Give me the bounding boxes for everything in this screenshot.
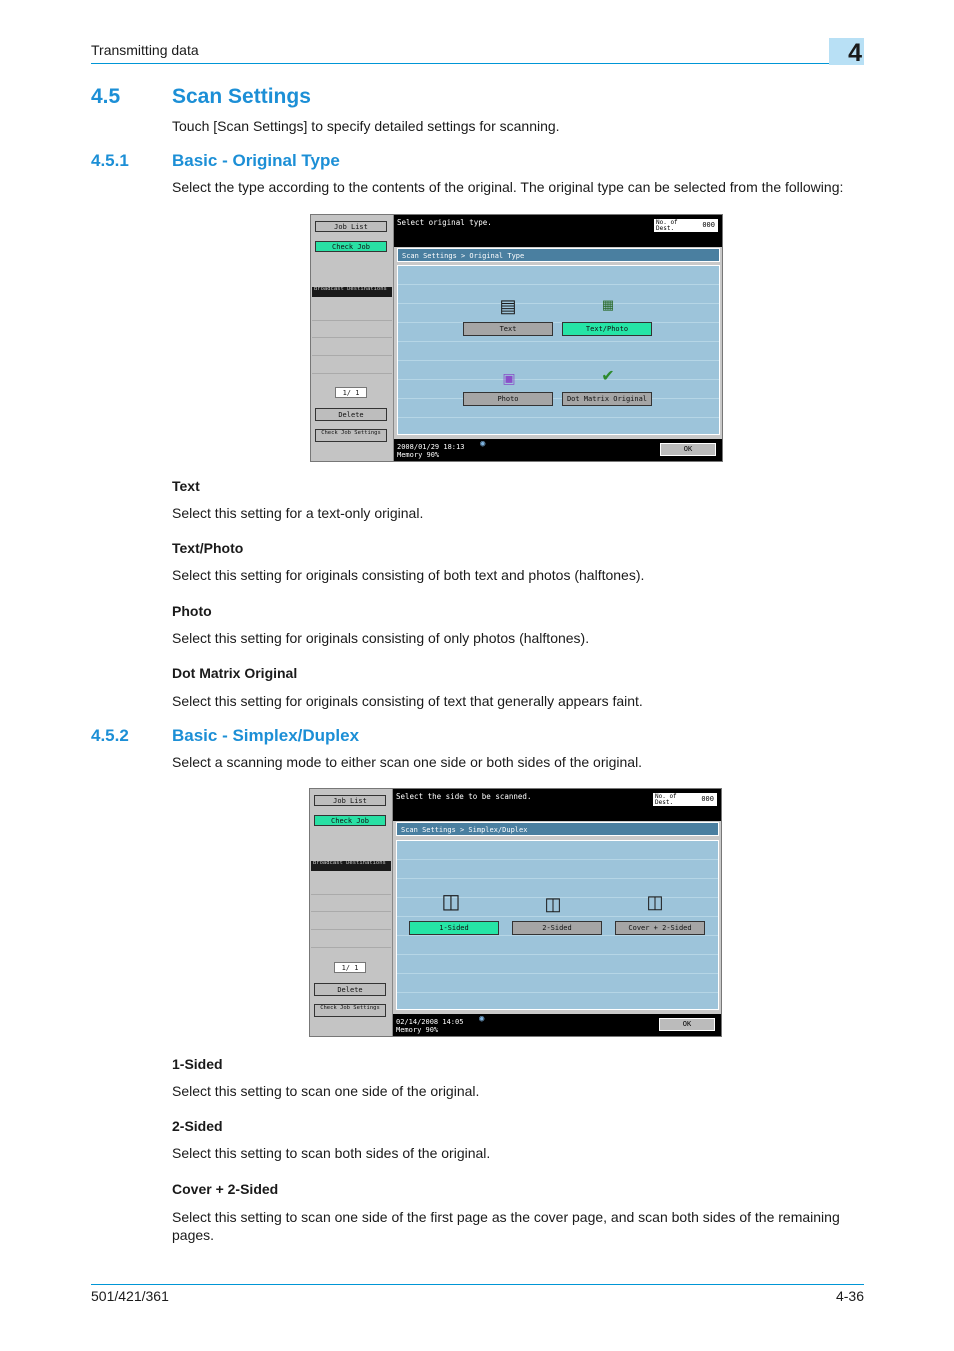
list-row [312, 320, 392, 321]
cover-two-sided-option-button[interactable]: Cover + 2-Sided [615, 921, 705, 935]
dest-label: No. of Dest. [655, 793, 677, 806]
breadcrumb: Scan Settings > Original Type [397, 248, 720, 262]
item-desc: Select this setting for a text-only original. [172, 505, 424, 521]
dest-counter [654, 219, 718, 232]
network-icon: ◉ [480, 439, 486, 449]
one-sided-option-button[interactable]: 1-Sided [409, 921, 499, 935]
dest-counter [653, 793, 717, 806]
list-row [311, 947, 391, 948]
ok-button[interactable]: OK [660, 443, 716, 456]
sub2-number: 4.5.2 [91, 726, 129, 745]
delete-button[interactable]: Delete [314, 983, 386, 996]
sub1-title: Basic - Original Type [172, 151, 340, 170]
cover-two-sided-icon: ◫ [646, 892, 664, 912]
check-job-button[interactable]: Check Job [314, 815, 386, 826]
text-photo-icon: ▦ [601, 297, 615, 312]
photo-option-button[interactable]: Photo [463, 392, 553, 406]
prompt-text: Select original type. [397, 218, 492, 227]
memory-text: Memory 90% [396, 1026, 439, 1034]
list-row [312, 337, 392, 338]
text-option-button[interactable]: Text [463, 322, 553, 336]
two-sided-option-button[interactable]: 2-Sided [512, 921, 602, 935]
original-type-screen [310, 214, 723, 462]
dot-matrix-option-button[interactable]: Dot Matrix Original [562, 392, 652, 406]
item-desc: Select this setting to scan one side of the original. [172, 1083, 480, 1099]
job-list-button[interactable]: Job List [315, 221, 387, 232]
one-sided-icon: ◫ [441, 891, 461, 913]
prompt-text: Select the side to be scanned. [396, 792, 532, 801]
page-counter: 1/ 1 [335, 387, 367, 398]
status-bar [393, 1014, 721, 1036]
photo-icon: ▣ [502, 370, 516, 386]
breadcrumb: Scan Settings > Simplex/Duplex [396, 822, 719, 836]
memory-text: Memory 90% [397, 451, 440, 459]
chapter-number [829, 38, 864, 65]
item-heading: Text/Photo [172, 540, 244, 556]
datetime-text: 2008/01/29 18:13 [397, 443, 465, 451]
datetime-text: 02/14/2008 14:05 [396, 1018, 464, 1026]
message-bar [393, 789, 721, 821]
options-area [397, 265, 720, 435]
item-heading: Text [172, 478, 200, 494]
section-title: Scan Settings [172, 85, 311, 108]
check-job-settings-button[interactable]: Check Job Settings [315, 429, 387, 442]
dest-count: 000 [701, 795, 714, 803]
dest-count: 000 [702, 221, 715, 229]
page-counter: 1/ 1 [334, 962, 366, 973]
item-desc: Select this setting to scan one side of the first page as the cover page, and scan both sides of the remaining pages. [172, 1209, 840, 1243]
item-desc: Select this setting for originals consisting of only photos (halftones). [172, 630, 590, 646]
sub2-intro: Select a scanning mode to either scan one side or both sides of the original. [172, 754, 643, 770]
item-desc: Select this setting to scan both sides of the original. [172, 1145, 491, 1161]
status-bar [394, 439, 722, 461]
text-photo-option-button[interactable]: Text/Photo [562, 322, 652, 336]
sub1-number: 4.5.1 [91, 151, 129, 170]
left-column [310, 789, 393, 1036]
network-icon: ◉ [479, 1014, 485, 1024]
simplex-duplex-screen [309, 788, 722, 1037]
footer-rule [91, 1284, 864, 1285]
left-column [311, 215, 394, 461]
broadcast-destinations-label: Broadcast Destinations [311, 861, 391, 871]
dot-matrix-icon: ✔ [601, 368, 615, 385]
item-desc: Select this setting for originals consisting of both text and photos (halftones). [172, 567, 645, 583]
item-desc: Select this setting for originals consisting of text that generally appears faint. [172, 693, 643, 709]
list-row [311, 894, 391, 895]
delete-button[interactable]: Delete [315, 408, 387, 421]
footer-model: 501/421/361 [91, 1288, 169, 1304]
list-row [311, 911, 391, 912]
list-row [311, 929, 391, 930]
header-rule [91, 63, 864, 64]
item-heading: Dot Matrix Original [172, 665, 298, 681]
chapter-number-text: 4 [848, 39, 862, 67]
dest-label: No. of Dest. [656, 219, 678, 232]
item-heading: Photo [172, 603, 212, 619]
job-list-button[interactable]: Job List [314, 795, 386, 806]
text-document-icon: ▤ [499, 296, 517, 316]
item-heading: 1-Sided [172, 1056, 223, 1072]
ok-button[interactable]: OK [659, 1018, 715, 1031]
sub2-title: Basic - Simplex/Duplex [172, 726, 360, 745]
item-heading: 2-Sided [172, 1118, 223, 1134]
broadcast-destinations-label: Broadcast Destinations [312, 287, 392, 297]
page-number: 4-36 [835, 1288, 864, 1304]
list-row [312, 373, 392, 374]
sub1-intro: Select the type according to the contents of the original. The original type can be selected from the following: [172, 179, 844, 195]
two-sided-icon: ◫ [544, 894, 562, 914]
item-heading: Cover + 2-Sided [172, 1181, 279, 1197]
running-header: Transmitting data [91, 42, 199, 58]
list-row [312, 355, 392, 356]
check-job-settings-button[interactable]: Check Job Settings [314, 1004, 386, 1017]
section-number: 4.5 [91, 85, 121, 108]
section-intro: Touch [Scan Settings] to specify detailed settings for scanning. [172, 118, 560, 134]
message-bar [394, 215, 722, 247]
check-job-button[interactable]: Check Job [315, 241, 387, 252]
options-area [396, 840, 719, 1010]
